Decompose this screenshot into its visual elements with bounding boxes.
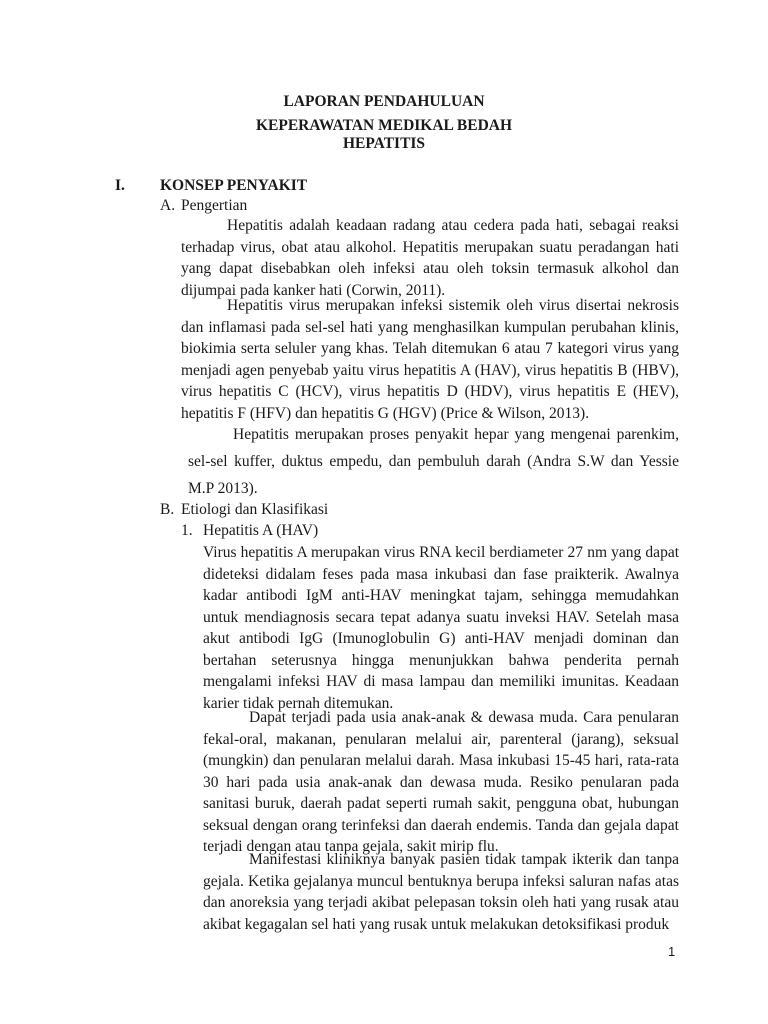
section-a-heading: Pengertian — [181, 197, 248, 214]
section-a-paragraph-3: Hepatitis merupakan proses penyakit hepar yang mengenai parenkim, sel-sel kuffer, duktus empedu, dan pembuluh darah (Andra S.W dan Yessie M.P 2013). — [188, 426, 679, 497]
section-b-heading: Etiologi dan Klasifikasi — [181, 501, 329, 518]
item-1-paragraph-3: Manifestasi kliniknya banyak pasien tidak tampak ikterik dan tanpa gejala. Ketika gejalanya muncul bentuknya berupa infeksi saluran nafas atas dan anoreksia yang terjadi akibat pelepasan toksin oleh hati yang rusak atau akibat kegagalan sel hati yang rusak untuk melakukan detoksifikasi produk — [203, 851, 679, 933]
item-1-heading: Hepatitis A (HAV) — [203, 522, 319, 539]
title-line-2: KEPERAWATAN MEDIKAL BEDAH — [255, 117, 513, 134]
section-a-paragraph-2: Hepatitis virus merupakan infeksi sistemik oleh virus disertai nekrosis dan inflamasi pada sel-sel hati yang menghasilkan kumpulan perubahan klinis, biokimia serta seluler yang khas. Telah ditemukan 6 atau 7 kategori virus yang menjadi agen penyebab yaitu virus hepatitis A (HAV), virus hepatitis B (HBV), virus hepatitis C (HCV), virus hepatitis D (HDV), virus hepatitis E (HEV), hepatitis F (HFV) dan hepatitis G (HGV) (Price & Wilson, 2013). — [181, 297, 679, 422]
item-1-paragraph-1: Virus hepatitis A merupakan virus RNA kecil berdiameter 27 nm yang dapat dideteksi didalam feses pada masa inkubasi dan fase praikterik. Awalnya kadar antibodi IgM anti-HAV meningkat tajam, sehingga memudahkan untuk mendiagnosis secara tepat adanya suatu inveksi HAV. Setelah masa akut antibodi IgG (Imunoglobulin G) anti-HAV menjadi dominan dan bertahan seterusnya hingga menunjukkan bahwa penderita pernah mengalami infeksi HAV di masa lampau dan memiliki imunitas. Keadaan karier tidak pernah ditemukan. — [203, 544, 679, 712]
title-line-1: LAPORAN PENDAHULUAN — [283, 93, 485, 110]
section-1-numeral: I. — [115, 177, 125, 194]
title-line-3: HEPATITIS — [342, 135, 426, 152]
section-a-label: A. — [160, 197, 176, 214]
section-b-label: B. — [160, 501, 175, 518]
page-number: 1 — [668, 944, 676, 959]
section-a-paragraph-1: Hepatitis adalah keadaan radang atau cedera pada hati, sebagai reaksi terhadap virus, obat atau alkohol. Hepatitis merupakan suatu peradangan hati yang dapat disebabkan oleh infeksi atau oleh toksin termasuk alkohol dan dijumpai pada kanker hati (Corwin, 2011). — [181, 217, 679, 299]
item-1-paragraph-2: Dapat terjadi pada usia anak-anak & dewasa muda. Cara penularan fekal-oral, makanan, penularan melalui air, parenteral (jarang), seksual (mungkin) dan penularan melalui darah. Masa inkubasi 15-45 hari, rata-rata 30 hari pada usia anak-anak dan dewasa muda. Resiko penularan pada sanitasi buruk, daerah padat seperti rumah sakit, pengguna obat, hubungan seksual dengan orang terinfeksi dan daerah endemis. Tanda dan gejala dapat terjadi dengan atau tanpa gejala, sakit mirip flu. — [203, 709, 679, 855]
item-1-label: 1. — [181, 522, 193, 539]
section-1-heading: KONSEP PENYAKIT — [160, 177, 308, 194]
